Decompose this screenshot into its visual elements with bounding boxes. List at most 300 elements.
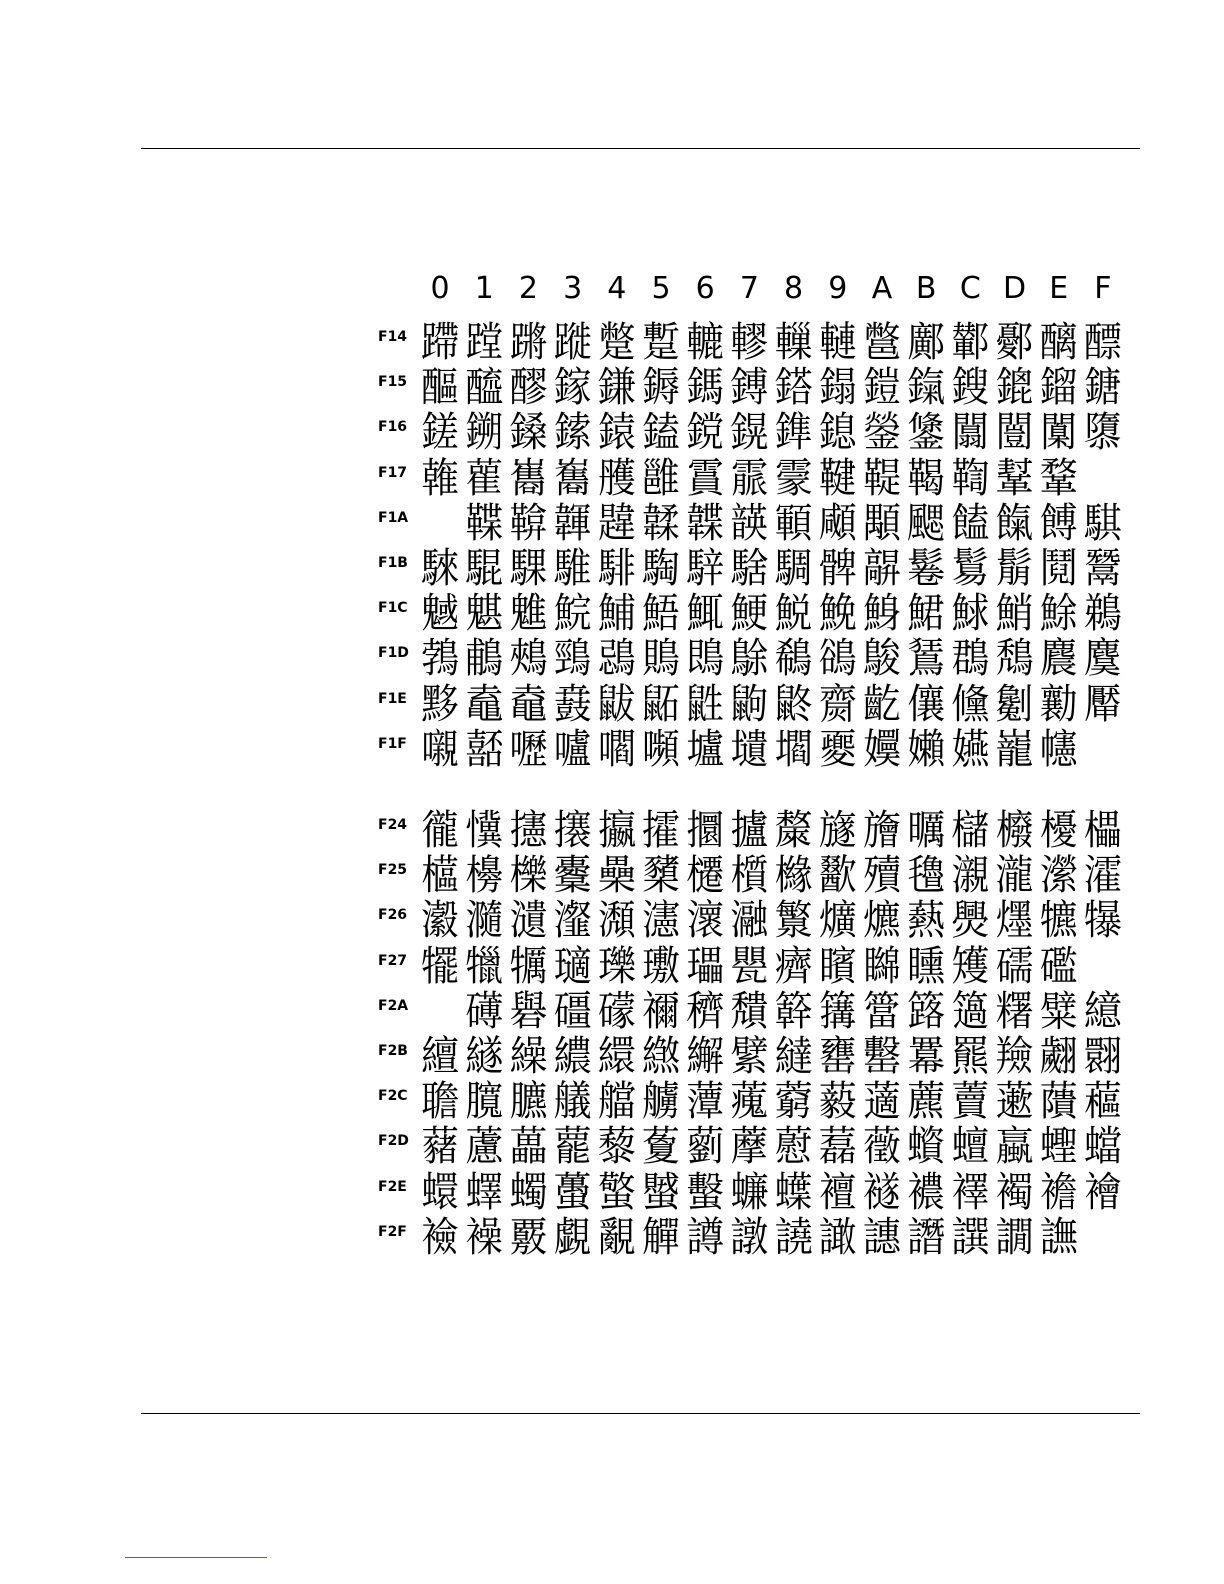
glyph-cell: 齕 <box>862 679 901 728</box>
table-row <box>378 501 1125 546</box>
table-row <box>378 679 1125 728</box>
glyph-cell: 蹛 <box>421 318 460 366</box>
glyph-cell: 韖 <box>642 499 681 547</box>
glyph-cell: 鎑 <box>642 408 681 457</box>
glyph-cell: 鼪 <box>686 679 725 728</box>
glyph-cell: 雗 <box>421 453 460 502</box>
glyph-cell: 鞨 <box>907 453 946 502</box>
glyph-cell: 藟 <box>509 1122 548 1171</box>
glyph-cell: 闓 <box>995 408 1034 457</box>
column-header-row <box>418 271 1125 307</box>
glyph-cell: 鎷 <box>686 363 725 412</box>
row-code-label: F26 <box>378 907 408 924</box>
glyph-cell: 鼨 <box>774 679 813 728</box>
glyph-cell: 蠈 <box>642 1167 681 1216</box>
glyph-cell: 藭 <box>774 1077 813 1125</box>
glyph-cell: 鵔 <box>862 634 901 683</box>
glyph-cell: 羃 <box>907 1032 946 1080</box>
glyph-cell: 繵 <box>421 1032 460 1080</box>
glyph-cell: 攇 <box>509 806 548 854</box>
glyph-cell: 嚭 <box>465 724 504 773</box>
glyph-cell: 鎌 <box>597 363 636 412</box>
glyph-cell: 藣 <box>553 1122 592 1171</box>
glyph-cell: 艣 <box>642 1077 681 1125</box>
glyph-cell: 櫞 <box>774 851 813 900</box>
glyph-cell: 鎧 <box>862 363 901 412</box>
row-code-label: F27 <box>378 952 408 969</box>
glyph-cell: 甖 <box>730 941 769 990</box>
glyph-cell: 礓 <box>553 987 592 1035</box>
glyph-cell: 鞮 <box>862 453 901 502</box>
table-row <box>378 898 1125 943</box>
glyph-cell: 瀗 <box>642 896 681 945</box>
glyph-cell: 犤 <box>421 941 460 990</box>
glyph-cell: 襙 <box>465 1212 504 1261</box>
row-code-label: F1D <box>378 645 409 662</box>
glyph-cell: 藜 <box>597 1122 636 1171</box>
glyph-cell: 隳 <box>1083 408 1122 457</box>
glyph-cell: 鎲 <box>686 408 725 457</box>
glyph-cell: 鎛 <box>730 363 769 412</box>
glyph-cell: 櫧 <box>951 806 990 854</box>
glyph-cell: 蠉 <box>421 1167 460 1216</box>
glyph-cell: 簳 <box>774 987 813 1035</box>
glyph-cell: 鄻 <box>951 318 990 366</box>
table-row <box>378 808 1125 853</box>
glyph-cell: 爇 <box>907 896 946 945</box>
glyph-cell: 鎙 <box>465 408 504 457</box>
glyph-cell: 蹚 <box>465 318 504 366</box>
glyph-cell: 觶 <box>642 1212 681 1261</box>
glyph-cell: 嚧 <box>553 724 592 773</box>
glyph-cell: 齌 <box>818 679 857 728</box>
glyph-cell: 鎤 <box>730 408 769 457</box>
glyph-cell: 旝 <box>862 806 901 854</box>
column-header-label: F <box>1094 271 1112 306</box>
glyph-cell: 爊 <box>862 896 901 945</box>
glyph-cell: 鯄 <box>951 589 990 637</box>
glyph-cell: 鵏 <box>465 634 504 683</box>
glyph-cell: 蠋 <box>509 1167 548 1216</box>
glyph-cell: 巂 <box>509 453 548 502</box>
glyph-cell: 繴 <box>730 1032 769 1080</box>
glyph-cell: 饁 <box>951 499 990 547</box>
glyph-cell: 藨 <box>907 1077 946 1125</box>
glyph-cell: 韺 <box>730 499 769 547</box>
glyph-cell: 櫌 <box>1039 806 1078 854</box>
glyph-cell: 鄺 <box>907 318 946 366</box>
glyph-cell: 鬩 <box>1039 544 1078 592</box>
glyph-cell: 譈 <box>730 1212 769 1261</box>
glyph-cell: 譔 <box>951 1212 990 1261</box>
glyph-cell: 鎱 <box>597 408 636 457</box>
glyph-cell: 騅 <box>553 544 592 592</box>
glyph-cell: 羷 <box>995 1032 1034 1080</box>
glyph-cell: 轆 <box>686 318 725 366</box>
glyph-cell: 轇 <box>730 318 769 366</box>
glyph-cell: 韘 <box>686 499 725 547</box>
glyph-cell: 嚪 <box>597 724 636 773</box>
glyph-cell: 禰 <box>642 987 681 1035</box>
glyph-cell: 瀠 <box>1039 851 1078 900</box>
glyph-cell: 鮶 <box>907 589 946 637</box>
glyph-cell: 矉 <box>818 941 857 990</box>
glyph-cell: 櫟 <box>509 851 548 900</box>
glyph-cell: 蹡 <box>509 318 548 366</box>
glyph-cell: 櫠 <box>995 806 1034 854</box>
glyph-cell: 鎒 <box>642 363 681 412</box>
column-header-label: 4 <box>607 271 627 306</box>
column-header-label: A <box>871 271 893 306</box>
column-header-label: 6 <box>695 271 715 306</box>
glyph-cell: 騏 <box>1083 499 1122 547</box>
glyph-cell: 徿 <box>421 806 460 854</box>
glyph-cell: 穨 <box>730 987 769 1035</box>
column-header-label: 5 <box>651 271 671 306</box>
glyph-cell: 爅 <box>995 896 1034 945</box>
row-code-label: F24 <box>378 817 408 833</box>
glyph-cell: 櫫 <box>642 851 681 900</box>
glyph-cell: 鯆 <box>597 589 636 637</box>
glyph-cell: 譓 <box>862 1212 901 1261</box>
glyph-cell: 瀢 <box>509 896 548 945</box>
glyph-cell: 懻 <box>465 806 504 854</box>
glyph-cell: 顐 <box>774 499 813 547</box>
table-row <box>378 320 1125 365</box>
glyph-cell: 糪 <box>1039 987 1078 1035</box>
row-code-label: F15 <box>378 374 408 391</box>
glyph-cell: 嚫 <box>421 724 460 773</box>
glyph-cell: 繶 <box>1083 987 1122 1035</box>
glyph-cell: 鎝 <box>774 363 813 412</box>
glyph-cell: 霢 <box>730 453 769 502</box>
row-code-label: F1A <box>378 509 409 526</box>
glyph-cell: 醯 <box>465 363 504 412</box>
glyph-cell: 譐 <box>686 1212 725 1261</box>
glyph-cell: 瀡 <box>465 896 504 945</box>
glyph-cell: 黟 <box>421 679 460 728</box>
glyph-cell: 嬿 <box>951 724 990 773</box>
glyph-cell: 騇 <box>730 544 769 592</box>
glyph-cell: 鎴 <box>818 408 857 457</box>
glyph-cell: 雘 <box>597 453 636 502</box>
glyph-cell: 矊 <box>862 941 901 990</box>
table-row <box>378 1034 1125 1079</box>
table-row <box>378 546 1125 591</box>
row-code-label: F25 <box>378 862 408 879</box>
glyph-cell: 鼩 <box>730 679 769 728</box>
glyph-cell: 髜 <box>862 544 901 592</box>
glyph-cell: 鎪 <box>951 363 990 412</box>
glyph-cell: 鎕 <box>1083 363 1122 412</box>
glyph-cell: 罋 <box>818 1032 857 1080</box>
glyph-cell: 魊 <box>421 589 460 637</box>
glyph-cell: 覷 <box>553 1212 592 1261</box>
glyph-cell: 鵌 <box>730 634 769 683</box>
glyph-cell: 藱 <box>730 1077 769 1125</box>
glyph-cell: 蹝 <box>553 318 592 366</box>
glyph-cell: 鎥 <box>907 408 946 457</box>
glyph-cell: 顑 <box>818 499 857 547</box>
glyph-cell: 轋 <box>818 318 857 366</box>
glyph-cell: 瀖 <box>1083 851 1122 900</box>
glyph-cell: 韙 <box>597 499 636 547</box>
glyph-cell: 藢 <box>862 1122 901 1171</box>
glyph-cell: 櫑 <box>1083 806 1122 854</box>
glyph-cell: 轈 <box>774 318 813 366</box>
glyph-cell: 鼫 <box>642 679 681 728</box>
glyph-cell: 嬾 <box>907 724 946 773</box>
glyph-cell: 雚 <box>465 453 504 502</box>
glyph-cell: 鵓 <box>421 634 460 683</box>
glyph-cell: 蠃 <box>995 1122 1034 1171</box>
glyph-cell: 簼 <box>818 987 857 1035</box>
glyph-cell: 鵊 <box>509 634 548 683</box>
glyph-cell: 瓋 <box>553 941 592 990</box>
column-header-label: 3 <box>563 271 583 306</box>
glyph-cell: 闒 <box>951 408 990 457</box>
glyph-cell: 鬈 <box>907 544 946 592</box>
glyph-cell: 鮸 <box>818 589 857 637</box>
glyph-cell: 髀 <box>818 544 857 592</box>
glyph-cell: 藞 <box>818 1122 857 1171</box>
glyph-cell: 鼁 <box>465 679 504 728</box>
glyph-cell: 鮹 <box>995 589 1034 637</box>
glyph-cell: 騋 <box>421 544 460 592</box>
table-row <box>378 941 1125 990</box>
table-row <box>378 1212 1125 1261</box>
glyph-cell: 壚 <box>686 724 725 773</box>
glyph-cell: 蠊 <box>730 1167 769 1216</box>
glyph-cell: 鎨 <box>774 408 813 457</box>
column-header-label: C <box>959 271 981 306</box>
glyph-cell: 瀩 <box>597 896 636 945</box>
glyph-cell: 嬽 <box>862 724 901 773</box>
glyph-cell: 鵋 <box>597 634 636 683</box>
glyph-cell: 攉 <box>642 806 681 854</box>
glyph-cell: 藡 <box>862 1077 901 1125</box>
table-row <box>378 853 1125 898</box>
row-code-label: F2D <box>378 1133 409 1150</box>
glyph-cell: 礡 <box>465 987 504 1035</box>
glyph-cell: 霣 <box>686 453 725 502</box>
glyph-cell: 壝 <box>730 724 769 773</box>
glyph-cell: 瓃 <box>686 941 725 990</box>
glyph-cell: 醧 <box>421 363 460 412</box>
glyph-cell: 臕 <box>509 1077 548 1125</box>
glyph-cell: 蠂 <box>774 1167 813 1216</box>
table-row <box>378 1167 1125 1216</box>
glyph-cell: 襝 <box>421 1212 460 1261</box>
glyph-cell: 聸 <box>421 1077 460 1125</box>
glyph-cell: 櫋 <box>465 851 504 900</box>
column-header-label: 2 <box>518 271 539 306</box>
glyph-cell: 藘 <box>465 1122 504 1171</box>
glyph-cell: 魌 <box>465 589 504 637</box>
glyph-cell: 闑 <box>1039 408 1078 457</box>
glyph-cell: 繲 <box>686 1032 725 1080</box>
glyph-cell: 鵛 <box>553 634 592 683</box>
glyph-cell: 犦 <box>1083 896 1122 945</box>
glyph-cell: 顒 <box>862 499 901 547</box>
glyph-cell: 曞 <box>907 806 946 854</box>
glyph-cell: 襡 <box>995 1167 1034 1216</box>
glyph-cell: 礜 <box>509 987 548 1035</box>
glyph-cell: 殰 <box>862 851 901 900</box>
glyph-cell: 蹔 <box>642 318 681 366</box>
glyph-cell: 歠 <box>818 851 857 900</box>
glyph-cell: 鵖 <box>686 634 725 683</box>
glyph-cell: 蟺 <box>951 1122 990 1171</box>
glyph-cell: 藰 <box>686 1122 725 1171</box>
glyph-cell: 簹 <box>862 987 901 1035</box>
glyph-cell: 藬 <box>1039 1077 1078 1125</box>
row-code-label: F17 <box>378 464 408 481</box>
glyph-cell: 礞 <box>597 987 636 1035</box>
glyph-cell: 鎣 <box>862 408 901 457</box>
glyph-cell: 藯 <box>774 1122 813 1171</box>
row-code-label: F1C <box>378 600 408 617</box>
glyph-cell: 爂 <box>951 896 990 945</box>
glyph-cell: 鼀 <box>509 679 548 728</box>
glyph-cell: 鮽 <box>1039 589 1078 637</box>
glyph-cell: 夒 <box>818 724 857 773</box>
glyph-cell: 櫍 <box>730 851 769 900</box>
glyph-cell: 簬 <box>907 987 946 1035</box>
glyph-cell: 雟 <box>553 453 592 502</box>
glyph-cell: 鎈 <box>421 408 460 457</box>
glyph-cell: 襛 <box>907 1167 946 1216</box>
glyph-cell: 蹩 <box>597 318 636 366</box>
glyph-cell: 罊 <box>862 1032 901 1080</box>
glyph-cell: 鬅 <box>995 544 1034 592</box>
glyph-cell: 劖 <box>995 679 1034 728</box>
code-table-block-2 <box>378 808 1125 1260</box>
glyph-cell: 鼖 <box>553 679 592 728</box>
column-header-label: 8 <box>784 271 804 306</box>
row-code-label: F1B <box>378 554 408 571</box>
glyph-cell: 瀤 <box>686 896 725 945</box>
glyph-cell: 犡 <box>509 941 548 990</box>
header-rule <box>141 148 1140 149</box>
glyph-cell: 羆 <box>951 1032 990 1080</box>
glyph-cell: 鵒 <box>818 634 857 683</box>
glyph-cell: 騍 <box>509 544 548 592</box>
table-row <box>378 591 1125 636</box>
glyph-cell: 霥 <box>774 453 813 502</box>
footnote-separator <box>125 1557 267 1558</box>
row-code-label: F1E <box>378 690 407 707</box>
glyph-cell: 鞪 <box>1039 453 1078 502</box>
glyph-cell: 翽 <box>1039 1032 1078 1080</box>
glyph-cell: 譕 <box>1039 1212 1078 1261</box>
glyph-cell: 攐 <box>553 806 592 854</box>
glyph-cell: 翾 <box>1083 1032 1122 1080</box>
glyph-cell: 繯 <box>597 1032 636 1080</box>
glyph-cell: 鞤 <box>995 453 1034 502</box>
glyph-cell: 騆 <box>774 544 813 592</box>
glyph-cell: 簻 <box>951 987 990 1035</box>
glyph-cell: 騂 <box>686 544 725 592</box>
row-code-label: F2F <box>378 1223 407 1240</box>
glyph-cell: 藗 <box>995 1077 1034 1125</box>
glyph-cell: 魋 <box>509 589 548 637</box>
glyph-cell: 嚦 <box>509 724 548 773</box>
table-row <box>378 636 1125 681</box>
glyph-cell: 穧 <box>686 987 725 1035</box>
glyph-cell: 譊 <box>774 1212 813 1261</box>
glyph-cell: 瀙 <box>951 851 990 900</box>
glyph-cell: 櫜 <box>553 851 592 900</box>
glyph-cell: 蠀 <box>907 1122 946 1171</box>
row-code-label: F14 <box>378 329 408 345</box>
glyph-cell: 蠆 <box>553 1167 592 1216</box>
glyph-cell: 攍 <box>597 806 636 854</box>
glyph-cell: 巃 <box>995 724 1034 773</box>
glyph-cell: 鞥 <box>509 499 548 547</box>
glyph-cell: 瀜 <box>730 896 769 945</box>
glyph-cell: 犣 <box>465 941 504 990</box>
glyph-cell: 譀 <box>818 1212 857 1261</box>
glyph-cell: 藑 <box>642 1122 681 1171</box>
glyph-cell: 癠 <box>774 941 813 990</box>
glyph-cell: 醥 <box>1083 318 1122 366</box>
glyph-cell: 礝 <box>995 941 1034 990</box>
glyph-cell: 藫 <box>686 1077 725 1125</box>
glyph-cell: 韗 <box>553 499 592 547</box>
glyph-cell: 鎟 <box>509 408 548 457</box>
glyph-cell: 儴 <box>907 679 946 728</box>
column-header-label: 0 <box>430 271 450 306</box>
glyph-cell: 鵗 <box>774 634 813 683</box>
glyph-cell: 譖 <box>907 1212 946 1261</box>
glyph-cell: 鞬 <box>818 453 857 502</box>
row-code-label: F2B <box>378 1042 408 1059</box>
glyph-cell: 爌 <box>818 896 857 945</box>
table-row <box>378 410 1125 455</box>
glyph-cell: 鄾 <box>995 318 1034 366</box>
column-header-label: 7 <box>739 271 759 306</box>
glyph-cell: 繨 <box>774 1032 813 1080</box>
glyph-cell: 嚬 <box>642 724 681 773</box>
glyph-cell: 襚 <box>862 1167 901 1216</box>
glyph-cell: 繺 <box>642 1032 681 1080</box>
glyph-cell: 鎉 <box>818 363 857 412</box>
glyph-cell: 騊 <box>642 544 681 592</box>
glyph-cell: 襜 <box>1039 1167 1078 1216</box>
glyph-cell: 攌 <box>686 806 725 854</box>
glyph-cell: 鼥 <box>597 679 636 728</box>
glyph-cell: 矄 <box>907 941 946 990</box>
glyph-cell: 鎍 <box>553 408 592 457</box>
row-code-label: F2E <box>378 1178 407 1195</box>
glyph-cell: 繸 <box>465 1032 504 1080</box>
glyph-cell: 瀣 <box>553 896 592 945</box>
glyph-cell: 麌 <box>1083 634 1122 683</box>
glyph-cell: 犥 <box>1039 896 1078 945</box>
glyph-cell: 襗 <box>951 1167 990 1216</box>
glyph-cell: 鎦 <box>1039 363 1078 412</box>
glyph-cell: 鵟 <box>907 634 946 683</box>
glyph-cell: 勷 <box>1039 679 1078 728</box>
table-row <box>378 724 1125 773</box>
glyph-cell: 襘 <box>1083 1167 1122 1216</box>
glyph-cell: 鎎 <box>907 363 946 412</box>
glyph-cell: 藸 <box>421 1122 460 1171</box>
glyph-cell: 藦 <box>730 1122 769 1171</box>
column-header-label: B <box>915 271 937 306</box>
glyph-cell: 騉 <box>465 544 504 592</box>
